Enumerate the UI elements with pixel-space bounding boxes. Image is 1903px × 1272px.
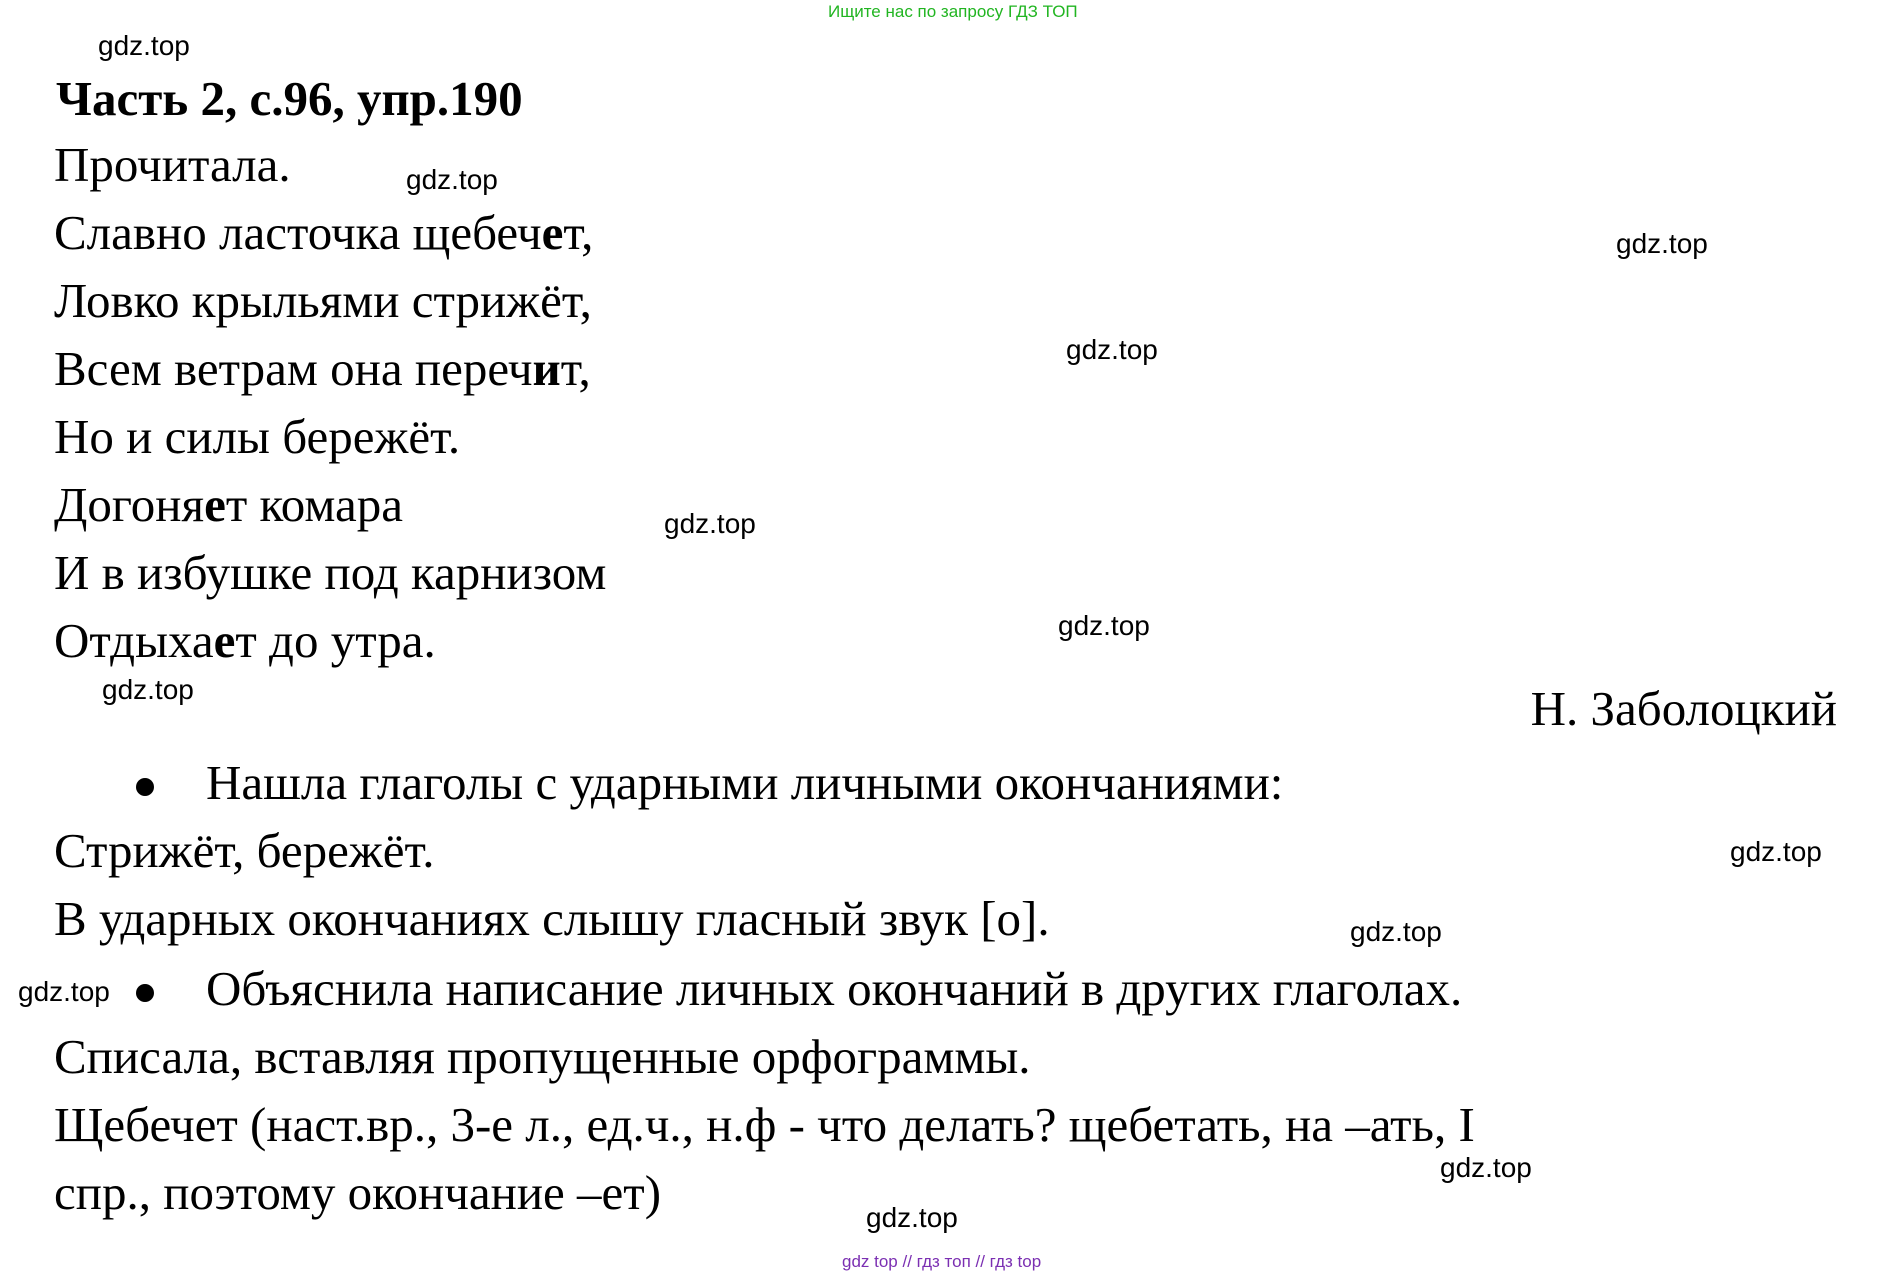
- watermark: gdz.top: [1616, 228, 1708, 259]
- watermark: gdz.top: [18, 976, 110, 1007]
- bullet-item-1: Нашла глаголы с ударными личными окончаниями:: [206, 755, 1284, 810]
- verbs-line: Стрижёт, бережёт.: [54, 823, 435, 878]
- watermark: gdz.top: [664, 508, 756, 539]
- poem-author: Н. Заболоцкий: [1530, 681, 1837, 736]
- watermark: gdz.top: [1440, 1152, 1532, 1183]
- bullet-icon: [136, 778, 154, 796]
- page-title: Часть 2, с.96, упр.190: [56, 71, 523, 126]
- watermark: gdz.top: [1730, 836, 1822, 867]
- sound-line: В ударных окончаниях слышу гласный звук [о].: [54, 891, 1050, 946]
- watermark: gdz.top: [1066, 334, 1158, 365]
- poem-line-7: Отдыхает до утра.: [54, 613, 436, 668]
- watermark: gdz.top: [102, 674, 194, 705]
- poem-line-3: Всем ветрам она перечит,: [54, 341, 591, 396]
- watermark: gdz.top: [98, 30, 190, 61]
- explanation-line-1: Щебечет (наст.вр., 3-е л., ед.ч., н.ф - что делать? щебетать, на –ать, I: [54, 1097, 1475, 1152]
- poem-line-4: Но и силы бережёт.: [54, 409, 461, 464]
- poem-line-5: Догоняет комара: [54, 477, 404, 532]
- copied-line: Списала, вставляя пропущенные орфограммы.: [54, 1029, 1031, 1084]
- poem-line-2: Ловко крыльями стрижёт,: [54, 273, 592, 328]
- poem-line-1: Славно ласточка щебечет,: [54, 205, 594, 260]
- bottom-banner: gdz top // гдз топ // гдз top: [842, 1252, 1042, 1271]
- explanation-line-2: спр., поэтому окончание –ет): [54, 1165, 662, 1220]
- poem-line-6: И в избушке под карнизом: [54, 545, 607, 600]
- watermark: gdz.top: [1058, 610, 1150, 641]
- watermark: gdz.top: [406, 164, 498, 195]
- bullet-icon: [136, 984, 154, 1002]
- bullet-item-2: Объяснила написание личных окончаний в других глаголах.: [206, 961, 1463, 1016]
- intro-line: Прочитала.: [54, 137, 291, 192]
- watermark: gdz.top: [1350, 916, 1442, 947]
- top-banner: Ищите нас по запросу ГДЗ ТОП: [828, 2, 1078, 21]
- watermark: gdz.top: [866, 1202, 958, 1233]
